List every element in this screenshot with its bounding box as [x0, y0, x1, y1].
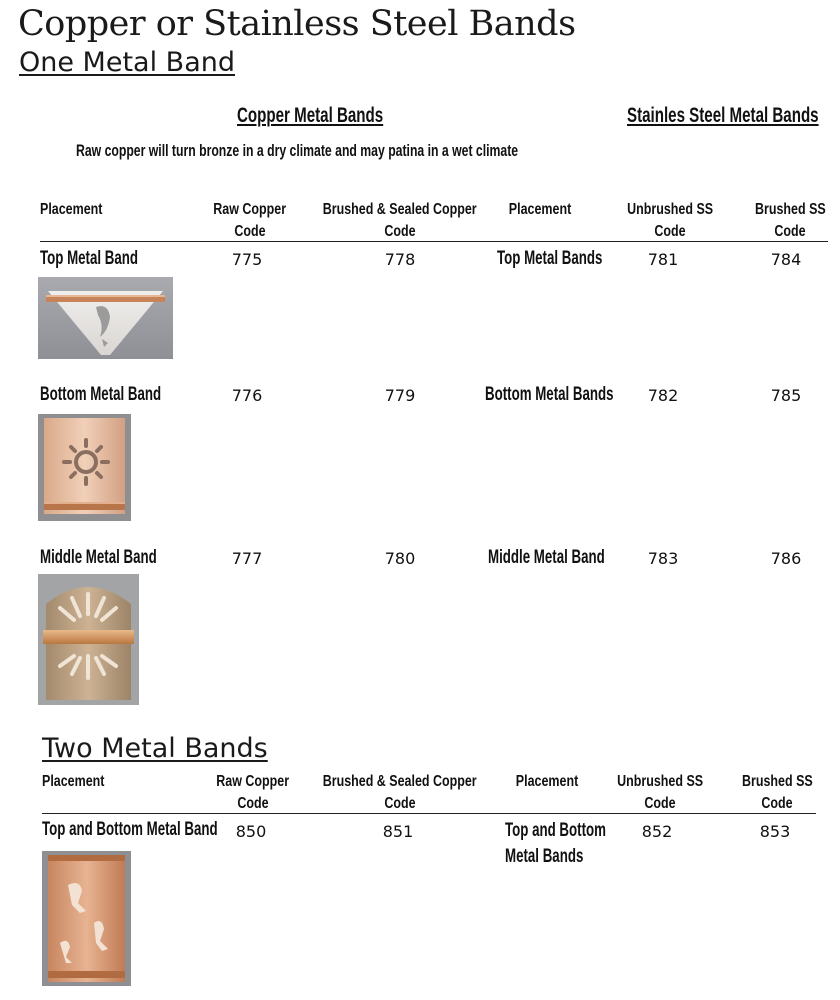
stainless-bands-heading: Stainles Steel Metal Bands: [627, 104, 819, 127]
row-top-ss-placement: Top Metal Bands: [497, 248, 603, 269]
copper-note: Raw copper will turn bronze in a dry climate and may patina in a wet climate: [76, 141, 519, 160]
header-rule: [40, 241, 828, 242]
two-row-ss-placement: Top and Bottom Metal Bands: [505, 820, 606, 867]
section-heading-two-bands: Two Metal Bands: [42, 733, 268, 764]
col-header-brushed-copper: Brushed & Sealed Copper Code: [323, 201, 477, 240]
row-middle-placement: Middle Metal Band: [40, 547, 157, 568]
two-col-header-brushed-copper: Brushed & Sealed Copper Code: [323, 773, 477, 812]
col-header-placement: Placement: [40, 201, 103, 218]
row-top-raw-code: 775: [231, 250, 263, 269]
kokopelli-cylinder-image: [42, 851, 131, 986]
row-bottom-raw-code: 776: [231, 386, 263, 405]
col-header-placement-ss: Placement: [508, 201, 572, 218]
two-row-brushed-ss-code: 853: [759, 822, 791, 841]
sun-sconce-image: [38, 414, 131, 521]
row-top-unbrushed-ss-code: 781: [647, 250, 679, 269]
row-bottom-ss-placement: Bottom Metal Bands: [485, 384, 614, 405]
two-col-header-raw-copper: Raw Copper Code: [216, 773, 290, 812]
col-header-brushed-ss: Brushed SS Code: [754, 201, 826, 240]
row-middle-raw-code: 777: [231, 549, 263, 568]
row-bottom-unbrushed-ss-code: 782: [647, 386, 679, 405]
row-bottom-placement: Bottom Metal Band: [40, 384, 162, 405]
col-header-unbrushed-ss: Unbrushed SS Code: [627, 201, 713, 240]
two-row-raw-code: 850: [235, 822, 267, 841]
section-heading-one-band: One Metal Band: [19, 47, 235, 78]
row-top-brushed-code: 778: [384, 250, 416, 269]
two-col-header-placement: Placement: [42, 773, 105, 790]
row-bottom-brushed-code: 779: [384, 386, 416, 405]
col-header-raw-copper: Raw Copper Code: [213, 201, 287, 240]
row-middle-brushed-code: 780: [384, 549, 416, 568]
row-top-placement: Top Metal Band: [40, 248, 139, 269]
page-title: Copper or Stainless Steel Bands: [18, 4, 576, 44]
row-middle-unbrushed-ss-code: 783: [647, 549, 679, 568]
two-row-brushed-code: 851: [382, 822, 414, 841]
two-row-placement: Top and Bottom Metal Band: [42, 819, 218, 840]
two-header-rule: [42, 813, 816, 814]
row-bottom-brushed-ss-code: 785: [770, 386, 802, 405]
two-col-header-placement-ss: Placement: [515, 773, 579, 790]
two-col-header-unbrushed-ss: Unbrushed SS Code: [617, 773, 703, 812]
sunburst-sconce-image: [38, 574, 139, 705]
two-row-unbrushed-ss-code: 852: [641, 822, 673, 841]
two-col-header-brushed-ss: Brushed SS Code: [741, 773, 813, 812]
row-middle-brushed-ss-code: 786: [770, 549, 802, 568]
row-middle-ss-placement: Middle Metal Band: [488, 547, 605, 568]
dolphin-sconce-image: [38, 277, 173, 359]
copper-bands-heading: Copper Metal Bands: [237, 104, 384, 127]
row-top-brushed-ss-code: 784: [770, 250, 802, 269]
